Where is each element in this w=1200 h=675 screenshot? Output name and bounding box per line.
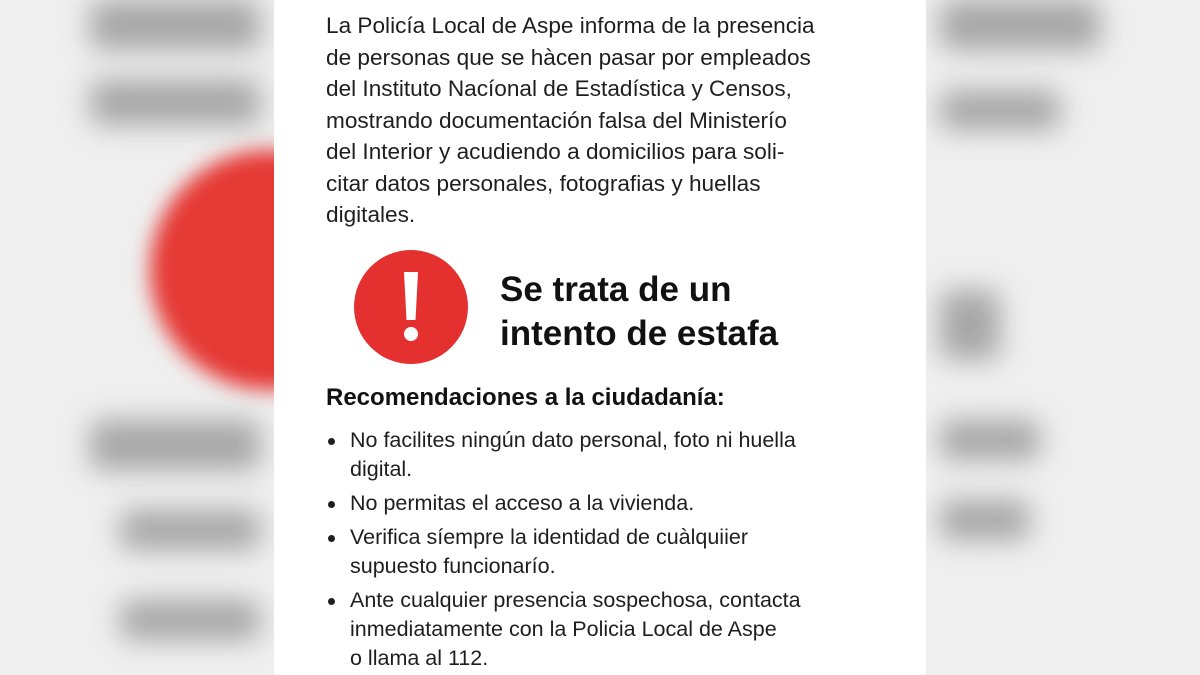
intro-line: mostrando documentación falsa del Ministerío xyxy=(326,107,787,133)
bullet-icon xyxy=(328,598,335,605)
blurred-text-block xyxy=(90,0,260,50)
intro-line: La Policía Local de Aspe informa de la presencia xyxy=(326,13,815,38)
blurred-text-block xyxy=(90,420,260,470)
intro-line: del Interior y acudiendo a domicilios para soli- xyxy=(326,139,785,164)
list-item-text: supuesto funcionarío. xyxy=(350,554,556,578)
blurred-text-block xyxy=(940,0,1100,50)
blurred-text-block xyxy=(940,420,1040,460)
recommendations-heading: Recomendaciones a la ciudadanía: xyxy=(326,384,725,411)
exclamation-icon xyxy=(354,250,468,364)
intro-line: de personas que se hàcen pasar por empleados xyxy=(326,44,811,70)
list-item-text: digital. xyxy=(350,457,413,481)
bullet-icon xyxy=(328,535,335,542)
blurred-text-block xyxy=(120,510,260,550)
notice-card xyxy=(274,0,926,675)
list-item xyxy=(326,489,906,518)
intro-line: del Instituto Nacíonal de Estadística y Censos, xyxy=(326,76,792,101)
intro-line: citar datos personales, fotografias y huellas xyxy=(326,170,761,196)
bullet-icon xyxy=(328,501,335,508)
list-item-text: No facilites ningún dato personal, foto ni huella xyxy=(350,428,796,452)
scam-warning-title-line: intento de estafa xyxy=(500,314,779,353)
scam-warning-title xyxy=(500,268,900,356)
intro-line: digitales. xyxy=(326,202,416,227)
list-item-text: o llama al 112. xyxy=(350,646,489,670)
recommendations-list xyxy=(326,426,906,675)
blurred-text-block xyxy=(940,290,1000,360)
blurred-text-block xyxy=(120,600,260,640)
bullet-icon xyxy=(328,438,335,445)
list-item-text: inmediatamente con la Policia Local de Aspe xyxy=(350,617,777,641)
blurred-text-block xyxy=(940,90,1060,130)
list-item xyxy=(326,426,906,484)
list-item xyxy=(326,586,906,673)
list-item-text: No permitas el acceso a la vivienda. xyxy=(350,491,695,515)
list-item-text: Verifica síempre la identidad de cuàlquiier xyxy=(350,525,748,549)
list-item-text: Ante cualquier presencia sospechosa, contacta xyxy=(350,588,801,612)
list-item xyxy=(326,523,906,581)
intro-paragraph xyxy=(326,10,886,231)
scam-warning-title-line: Se trata de un xyxy=(500,270,732,309)
blurred-text-block xyxy=(90,80,260,125)
blurred-text-block xyxy=(940,500,1030,540)
